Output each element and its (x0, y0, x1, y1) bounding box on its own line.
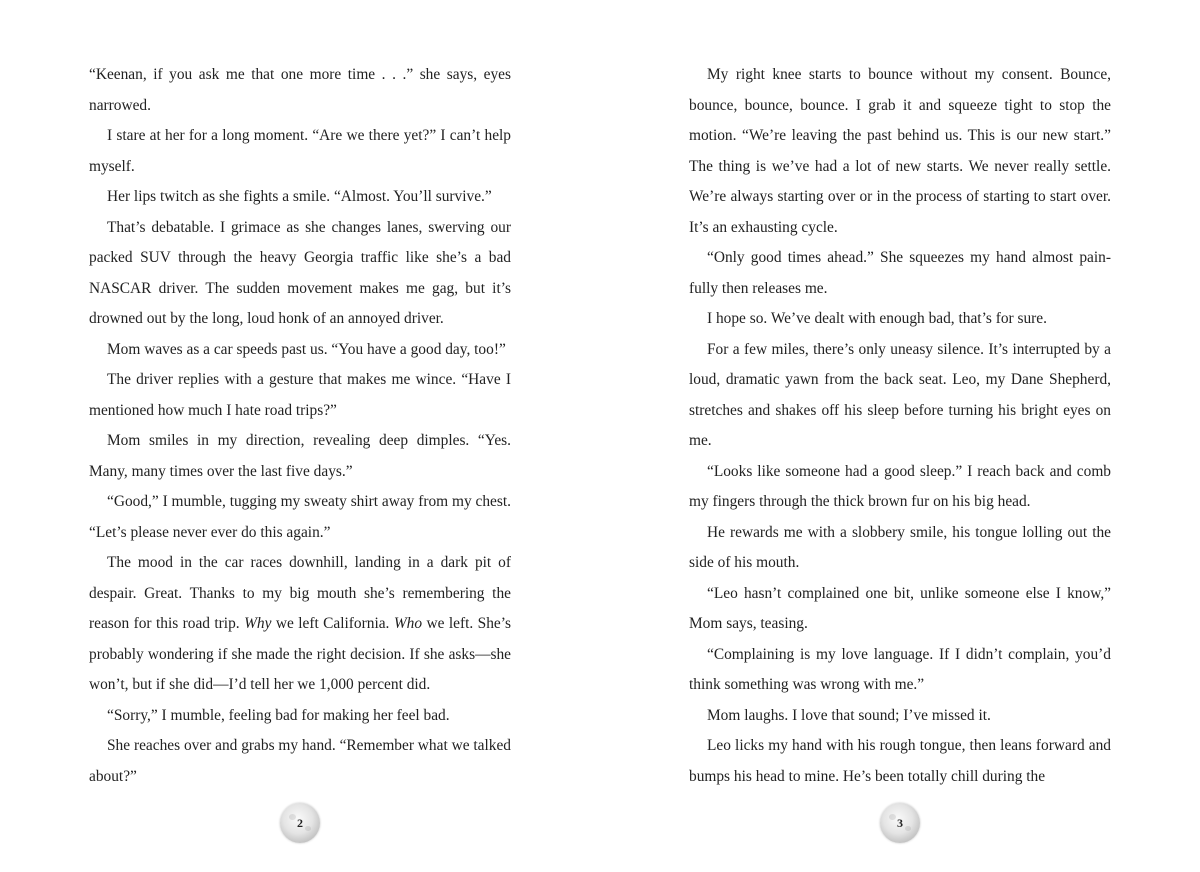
paragraph (689, 640, 1111, 701)
text-segment: He rewards me with a slobbery smile, his tongue lolling out the side of his mouth. (689, 523, 1111, 571)
text-segment: “Sorry,” I mumble, feeling bad for making her feel bad. (107, 706, 450, 724)
page-number-left (280, 803, 320, 843)
text-segment: “Only good times ahead.” She squeezes my hand almost painfully then releases me. (689, 249, 1111, 297)
paragraph (89, 701, 511, 732)
text-segment: “Keenan, if you ask me that one more time . . .” she says, eyes narrowed. (89, 66, 511, 114)
text-segment: “Good,” I mumble, tugging my sweaty shirt away from my chest. “Let’s please never ever do this again.” (89, 493, 511, 541)
paragraph (689, 731, 1111, 792)
paragraph (689, 579, 1111, 640)
text-segment: Mom waves as a car speeds past us. “You have a good day, too!” (107, 340, 506, 358)
moon-crater (289, 814, 296, 820)
left-page (89, 60, 511, 792)
text-segment: She reaches over and grabs my hand. “Remember what we talked about?” (89, 737, 511, 785)
text-segment: My right knee starts to bounce without my consent. Bounce, bounce, bounce, bounce. I grab it and squeeze tight to stop the motion. “We’re leaving the past behind us. This is our new start.” The thing is we’ve had a lot of new starts. We never really settle. We’re always starting over or in the process of starting to start over. It’s an exhausting cycle. (689, 66, 1111, 236)
text-segment: we left California. (271, 615, 394, 632)
paragraph (89, 60, 511, 121)
paragraph (689, 335, 1111, 457)
text-segment: Mom laughs. I love that sound; I’ve missed it. (707, 706, 991, 724)
paragraph (89, 487, 511, 548)
text-segment: Her lips twitch as she fights a smile. “Almost. You’ll survive.” (107, 188, 492, 205)
text-segment: we left. She’s probably wondering if she made the right decision. If she asks—she won’t, but if she did—I’d tell her we 1,000 percent did. (89, 615, 512, 693)
italic-text: Who (393, 615, 423, 632)
paragraph (89, 426, 511, 487)
text-segment: “Looks like someone had a good sleep.” I reach back and comb my fingers through the thick brown fur on his big head. (689, 462, 1111, 510)
page-number-text: 2 (297, 815, 303, 830)
paragraph (89, 548, 511, 701)
moon-crater (889, 814, 896, 820)
paragraph (89, 121, 511, 182)
text-segment: “Leo hasn’t complained one bit, unlike someone else I know,” Mom says, teasing. (689, 584, 1111, 632)
text-segment: The mood in the car races downhill, landing in a dark pit of despair. Great. Thanks to my big mouth she’s remembering the reason for this road trip. (89, 554, 511, 632)
right-page (689, 60, 1111, 792)
paragraph (689, 243, 1111, 304)
text-segment: For a few miles, there’s only uneasy silence. It’s interrupted by a loud, dramatic yawn from the back seat. Leo, my Dane Shepherd, stretches and shakes off his sleep before turning his bright eyes on me. (689, 340, 1111, 449)
moon-crater (305, 826, 311, 831)
text-segment: The driver replies with a gesture that makes me wince. “Have I mentioned how much I hate road trips?” (89, 371, 511, 419)
paragraph (89, 182, 511, 213)
paragraph (689, 60, 1111, 243)
paragraph (689, 304, 1111, 335)
italic-text: Why (244, 615, 272, 632)
paragraph (689, 457, 1111, 518)
moon-crater (905, 826, 911, 831)
text-segment: Mom smiles in my direction, revealing deep dimples. “Yes. Many, many times over the last five days.” (89, 432, 511, 480)
paragraph (689, 701, 1111, 732)
paragraph (89, 365, 511, 426)
paragraph (89, 335, 511, 366)
text-segment: “Complaining is my love language. If I didn’t complain, you’d think something was wrong with me.” (689, 645, 1111, 693)
text-segment: I stare at her for a long moment. “Are we there yet?” I can’t help myself. (89, 127, 511, 175)
text-segment: I hope so. We’ve dealt with enough bad, that’s for sure. (707, 310, 1047, 327)
paragraph (89, 213, 511, 335)
text-segment: That’s debatable. I grimace as she changes lanes, swerving our packed SUV through the heavy Georgia traffic like she’s a bad NASCAR driver. The sudden movement makes me gag, but it’s drowned out by the long, loud honk of an annoyed driver. (89, 218, 511, 327)
page-number-right (880, 803, 920, 843)
text-segment: Leo licks my hand with his rough tongue, then leans forward and bumps his head to mine. He’s been totally chill during the (689, 737, 1111, 785)
paragraph (689, 518, 1111, 579)
page-number-text: 3 (897, 815, 903, 830)
paragraph (89, 731, 511, 792)
